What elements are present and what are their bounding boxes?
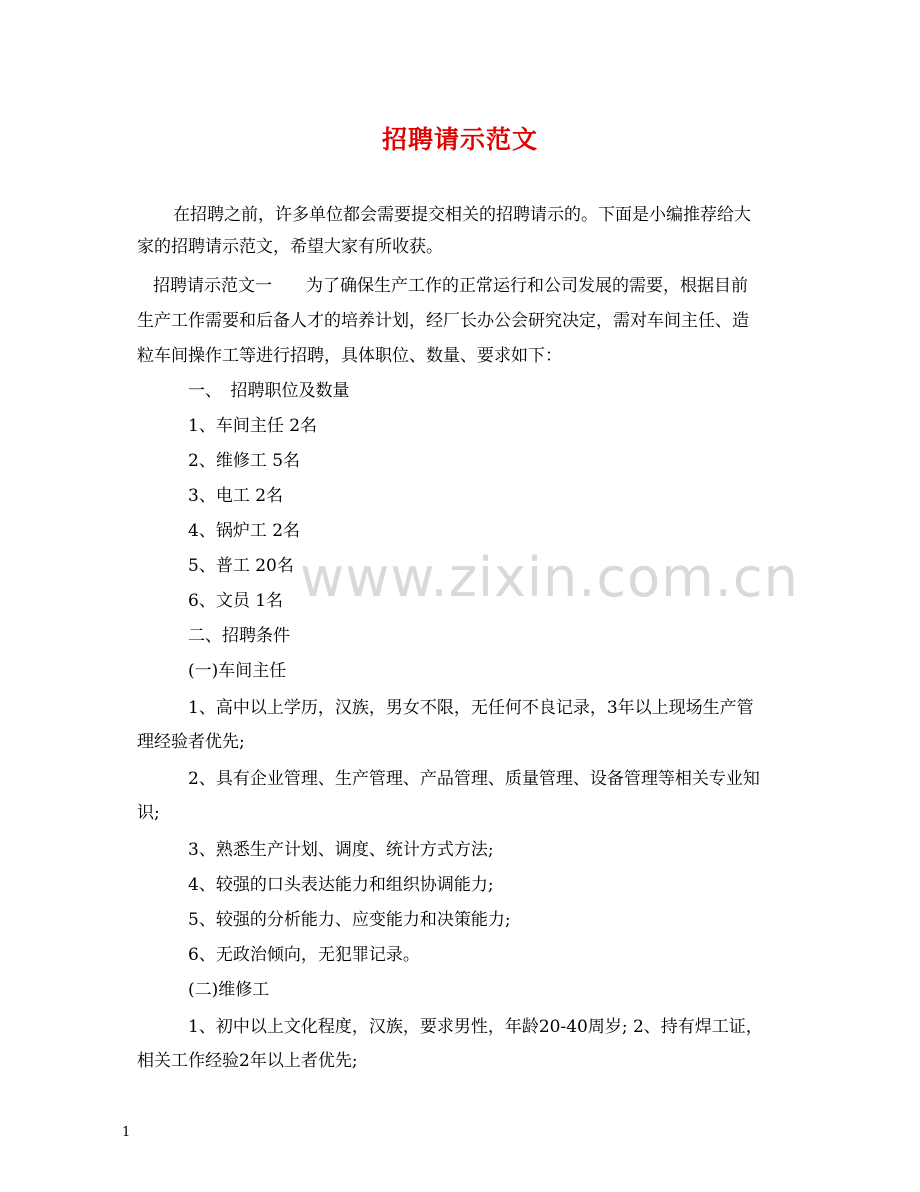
list-item: 6、文员 1名 — [188, 591, 284, 611]
section-heading: 一、 招聘职位及数量 — [188, 381, 350, 401]
section-heading: 二、招聘条件 — [188, 626, 290, 646]
watermark: www.zixin.com.cn — [300, 546, 799, 609]
body-line: 1、初中以上文化程度，汉族，要求男性，年龄20-40周岁; 2、持有焊工证， — [188, 1017, 763, 1037]
list-item: 1、车间主任 2名 — [188, 416, 318, 436]
document-title: 招聘请示范文 — [381, 125, 538, 154]
list-item: 3、电工 2名 — [188, 486, 284, 506]
body-line: 相关工作经验2年以上者优先; — [137, 1051, 358, 1071]
body-line: 6、无政治倾向，无犯罪记录。 — [188, 945, 420, 965]
body-line: 1、高中以上学历，汉族，男女不限，无任何不良记录，3年以上现场生产管 — [188, 698, 754, 718]
list-item: 2、维修工 5名 — [188, 451, 301, 471]
body-line: 在招聘之前，许多单位都会需要提交相关的招聘请示的。下面是小编推荐给大 — [173, 205, 751, 225]
body-line: 2、具有企业管理、生产管理、产品管理、质量管理、设备管理等相关专业知 — [188, 769, 760, 789]
body-line: 粒车间操作工等进行招聘，具体职位、数量、要求如下： — [137, 346, 562, 366]
subsection-heading: (二)维修工 — [188, 980, 270, 1000]
body-line: 4、较强的口头表达能力和组织协调能力; — [188, 875, 494, 895]
body-line: 家的招聘请示范文，希望大家有所收获。 — [137, 237, 443, 257]
list-item: 5、普工 20名 — [188, 556, 294, 576]
body-line: 理经验者优先; — [137, 732, 245, 752]
page-number: 1 — [122, 1125, 131, 1140]
body-line: 招聘请示范文一 为了确保生产工作的正常运行和公司发展的需要，根据目前 — [153, 276, 748, 296]
list-item: 4、锅炉工 2名 — [188, 521, 301, 541]
subsection-heading: (一)车间主任 — [188, 661, 287, 681]
body-line: 识; — [137, 803, 160, 823]
body-line: 生产工作需要和后备人才的培养计划，经厂长办公会研究决定，需对车间主任、造 — [137, 311, 749, 331]
body-line: 5、较强的分析能力、应变能力和决策能力; — [188, 910, 511, 930]
body-line: 3、熟悉生产计划、调度、统计方式方法; — [188, 840, 494, 860]
